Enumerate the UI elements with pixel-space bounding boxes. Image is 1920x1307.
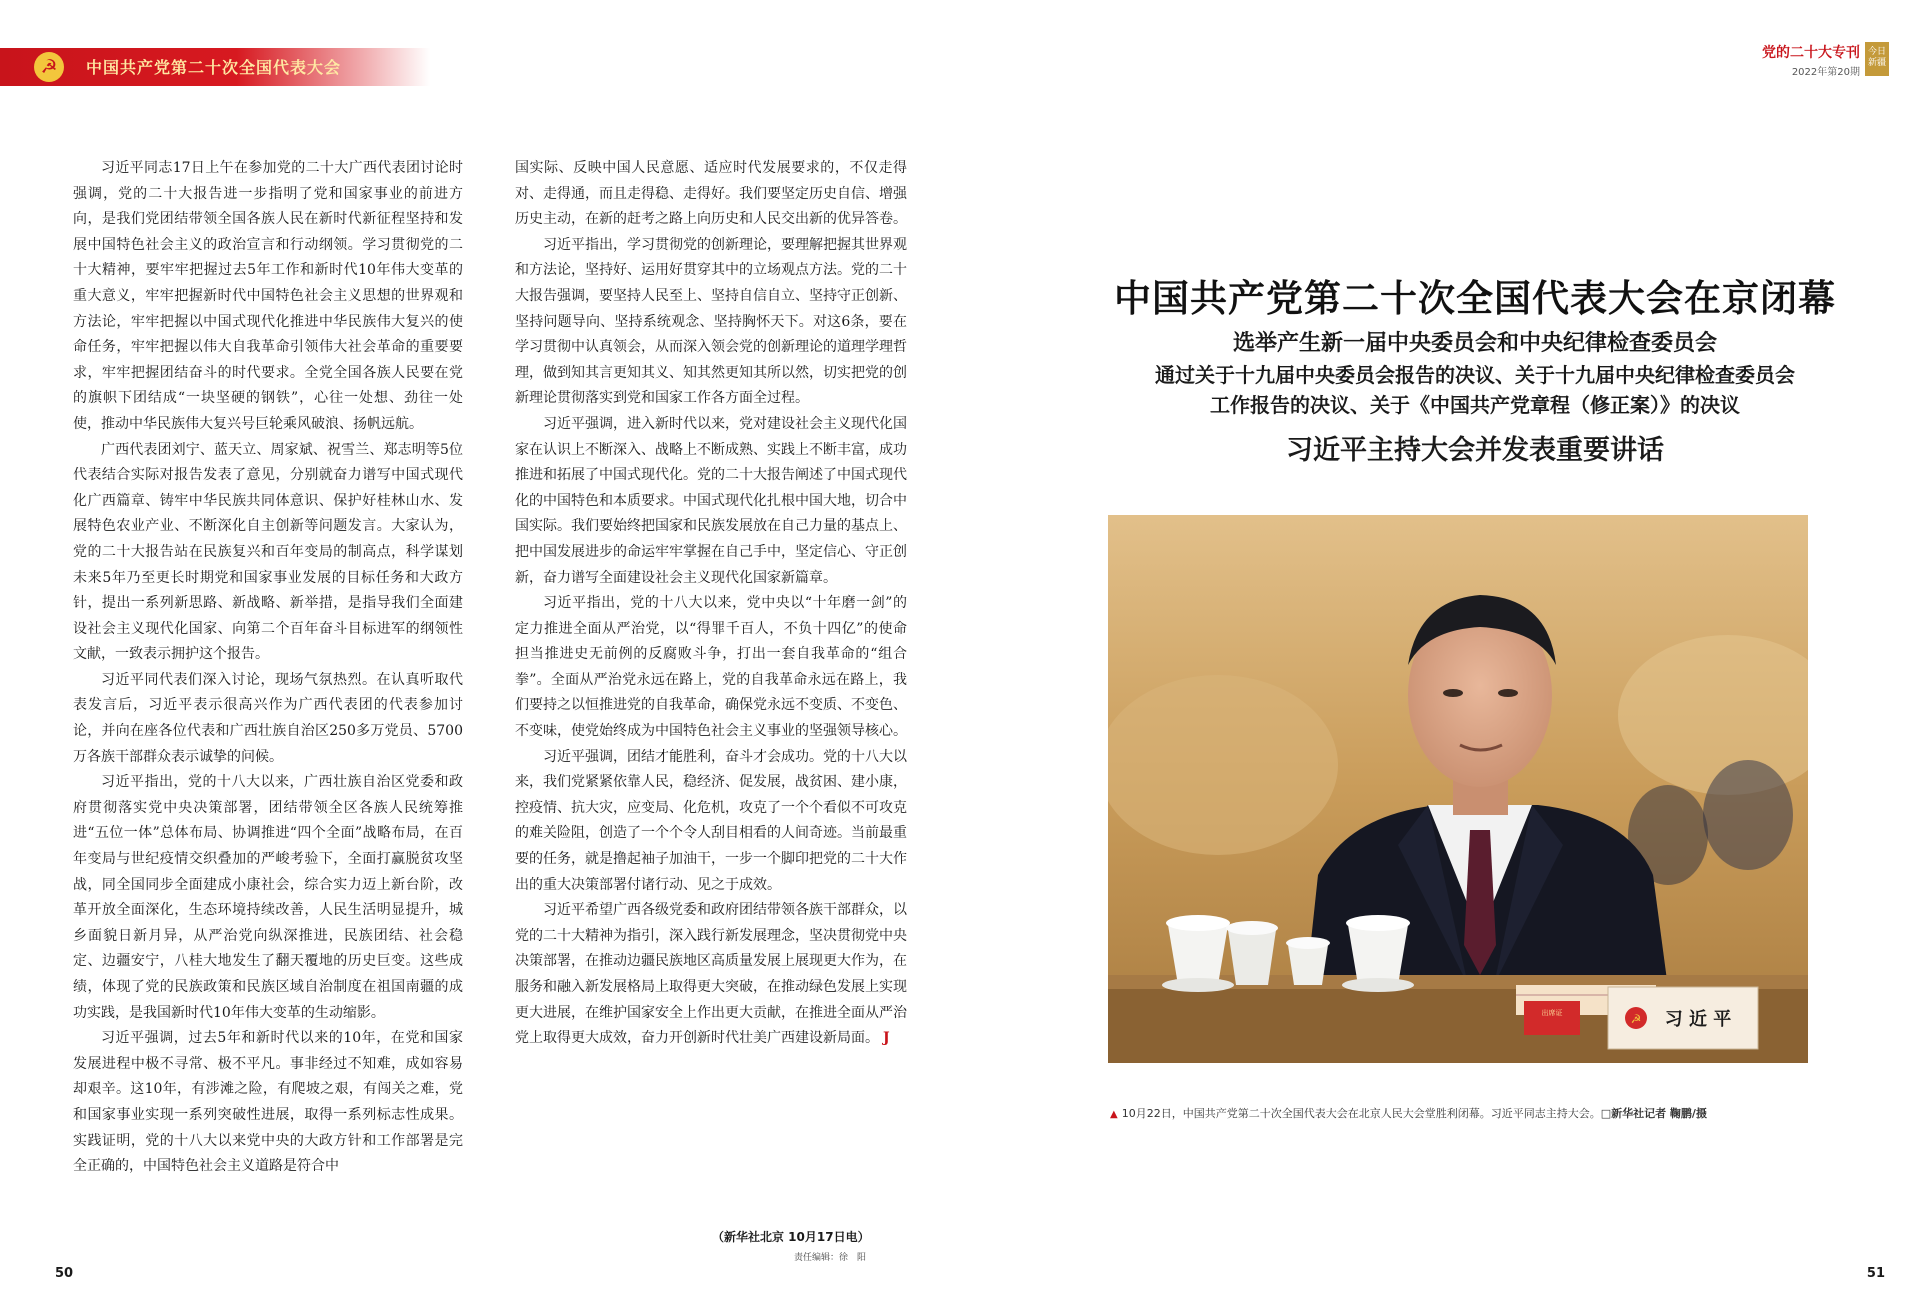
nameplate-text: 习 近 平 (1664, 1009, 1732, 1030)
subheadline-4: 习近平主持大会并发表重要讲话 (1286, 435, 1664, 466)
special-title: 党的二十大专刊 (1762, 45, 1860, 61)
article-column-2 (515, 156, 907, 1052)
paragraph-text: 习近平希望广西各级党委和政府团结带领各族干部群众，以党的二十大精神为指引，深入践行新发展理念，坚决贯彻党中央决策部署，在推动边疆民族地区高质量发展上展现更大作为，在服务和融入新发展格局上取得更大突破，在推动绿色发展上实现更大进展，在维护国家安全上作出更大贡献，在推进全面从严治党上取得更大成效，奋力开创新时代壮美广西建设新局面。 (515, 902, 907, 1047)
badge-text: 今日 新疆 (1867, 47, 1886, 68)
paragraph: 习近平同代表们深入讨论，现场气氛热烈。在认真听取代表发言后，习近平表示很高兴作为广西代表团的代表参加讨论，并向在座各位代表和广西壮族自治区250多万党员、5700万各族干部群众表示诚挚的问候。 (73, 671, 463, 765)
article-column-1 (73, 156, 463, 1180)
party-emblem-icon: ☭ (34, 52, 64, 82)
responsible-editor: 责任编辑：徐 阳 (794, 1253, 867, 1263)
paragraph: 国实际、反映中国人民意愿、适应时代发展要求的，不仅走得对、走得通，而且走得稳、走得好。我们要坚定历史自信、增强历史主动，在新的赶考之路上向历史和人民交出新的优异答卷。 (515, 160, 907, 228)
subheadline-3: 工作报告的决议、关于《中国共产党章程（修正案）》的决议 (1210, 393, 1740, 417)
end-mark-icon: J (883, 1030, 890, 1047)
svg-text:☭: ☭ (1630, 1012, 1642, 1026)
paragraph: 习近平同志17日上午在参加党的二十大广西代表团讨论时强调，党的二十大报告进一步指明了党和国家事业的前进方向，是我们党团结带领全国各族人民在新时代新征程坚持和发展中国特色社会主义的政治宣言和行动纲领。学习贯彻党的二十大精神，要牢牢把握过去5年工作和新时代10年伟大变革的重大意义，牢牢把握新时代中国特色社会主义思想的世界观和方法论，牢牢把握以中国式现代化推进中华民族伟大复兴的使命任务，牢牢把握以伟大自我革命引领伟大社会革命的重要要求，牢牢把握团结奋斗的时代要求。全党全国各族人民要在党的旗帜下团结成“一块坚硬的钢铁”，心往一处想、劲往一处使，推动中华民族伟大复兴号巨轮乘风破浪、扬帆远航。 (73, 160, 463, 432)
triangle-icon: ▲ (1110, 1109, 1118, 1120)
paragraph: 习近平指出，党的十八大以来，广西壮族自治区党委和政府贯彻落实党中央决策部署，团结带领全区各族人民统筹推进“五位一体”总体布局、协调推进“四个全面”战略布局，在百年变局与世纪疫情交织叠加的严峻考验下，全面打赢脱贫攻坚战，同全国同步全面建成小康社会，综合实力迈上新台阶，改革开放全面深化，生态环境持续改善，人民生活明显提升，城乡面貌日新月异，从严治党向纵深推进，民族团结、社会稳定、边疆安宁，八桂大地发生了翻天覆地的历史巨变。这些成绩，体现了党的民族政策和民族区域自治制度在祖国南疆的成功实践，是我国新时代10年伟大变革的生动缩影。 (73, 774, 463, 1021)
photo-credit: □新华社记者 鞠鹏/摄 (1600, 1107, 1707, 1120)
subheadline-1: 选举产生新一届中央委员会和中央纪律检查委员会 (1232, 331, 1717, 356)
subheadline-2: 通过关于十九届中央委员会报告的决议、关于十九届中央纪律检查委员会 (1155, 363, 1795, 387)
paragraph: 习近平强调，过去5年和新时代以来的10年，在党和国家发展进程中极不寻常、极不平凡。事非经过不知难，成如容易却艰辛。这10年，有涉滩之险，有爬坡之艰，有闯关之难，党和国家事业实现一系列突破性进展，取得一系列标志性成果。实践证明，党的十八大以来党中央的大政方针和工作部署是完全正确的，中国特色社会主义道路是符合中 (73, 1030, 463, 1175)
paragraph: 习近平指出，党的十八大以来，党中央以“十年磨一剑”的定力推进全面从严治党，以“得罪千百人，不负十四亿”的使命担当推进史无前例的反腐败斗争，打出一套自我革命的“组合拳”。全面从严治党永远在路上，党的自我革命永远在路上，我们要持之以恒推进党的自我革命，确保党永远不变质、不变色、不变味，使党始终成为中国特色社会主义事业的坚强领导核心。 (515, 595, 907, 740)
paragraph: 习近平指出，学习贯彻党的创新理论，要理解把握其世界观和方法论，坚持好、运用好贯穿其中的立场观点方法。党的二十大报告强调，要坚持人民至上、坚持自信自立、坚持守正创新、坚持问题导向、坚持系统观念、坚持胸怀天下。对这6条，要在学习贯彻中认真领会，从而深入领会党的创新理论的道理学理哲理，做到知其言更知其义、知其然更知其所以然，切实把党的创新理论贯彻落实到党和国家工作各方面全过程。 (515, 236, 907, 407)
paragraph-last (515, 898, 907, 1052)
page-number-right: 51 (1866, 1266, 1885, 1281)
magazine-badge (1865, 42, 1889, 76)
photo-illustration (1108, 515, 1808, 1063)
news-photo (1108, 515, 1808, 1063)
issue-number: 2022年第20期 (1791, 67, 1860, 78)
page-number-left: 50 (55, 1266, 74, 1281)
photo-caption (1110, 1105, 1810, 1121)
congress-banner (0, 48, 430, 86)
caption-text: 10月22日，中国共产党第二十次全国代表大会在北京人民大会堂胜利闭幕。习近平同志主持大会。 (1121, 1107, 1601, 1120)
paragraph: 习近平强调，进入新时代以来，党对建设社会主义现代化国家在认识上不断深入、战略上不断成熟、实践上不断丰富，成功推进和拓展了中国式现代化。党的二十大报告阐述了中国式现代化的中国特色和本质要求。中国式现代化扎根中国大地，切合中国实际。我们要始终把国家和民族发展放在自己力量的基点上、把中国发展进步的命运牢牢掌握在自己手中，坚定信心、守正创新，奋力谱写全面建设社会主义现代化国家新篇章。 (515, 415, 907, 586)
banner-title: 中国共产党第二十次全国代表大会 (86, 58, 342, 77)
paragraph: 广西代表团刘宁、蓝天立、周家斌、祝雪兰、郑志明等5位代表结合实际对报告发表了意见，分别就奋力谱写中国式现代化广西篇章、铸牢中华民族共同体意识、保护好桂林山水、发展特色农业产业、不断深化自主创新等问题发言。大家认为，党的二十大报告站在民族复兴和百年变局的制高点，科学谋划未来5年乃至更长时期党和国家事业发展的目标任务和大政方针，提出一系列新思路、新战略、新举措，是指导我们全面建设社会主义现代化国家、向第二个百年奋斗目标进军的纲领性文献，一致表示拥护这个报告。 (73, 441, 463, 663)
delegate-card-text: 出席证 (1541, 1009, 1563, 1017)
dateline: （新华社北京 10月17日电） (712, 1230, 870, 1244)
headline: 中国共产党第二十次全国代表大会在京闭幕 (1114, 277, 1836, 320)
paragraph: 习近平强调，团结才能胜利，奋斗才会成功。党的十八大以来，我们党紧紧依靠人民，稳经济、促发展，战贫困、建小康，控疫情、抗大灾，应变局、化危机，攻克了一个个看似不可攻克的难关险阻，创造了一个个令人刮目相看的人间奇迹。当前最重要的任务，就是撸起袖子加油干，一步一个脚印把党的二十大作出的重大决策部署付诸行动、见之于成效。 (515, 748, 907, 893)
special-issue-label (1762, 42, 1860, 78)
